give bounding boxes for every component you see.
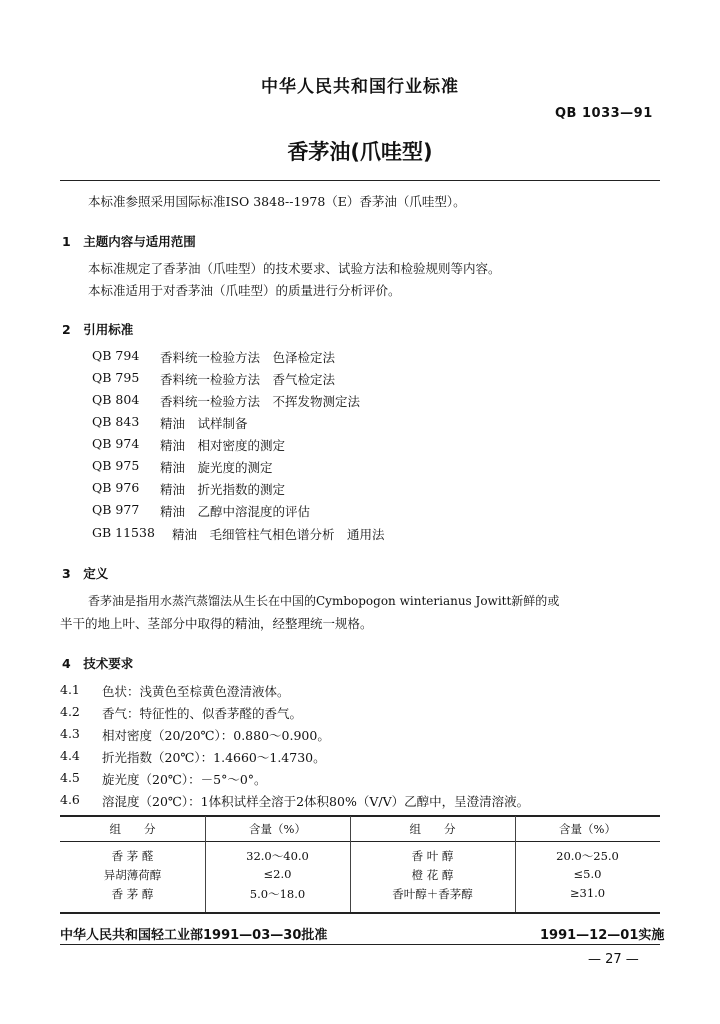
table-top-rule xyxy=(60,815,660,817)
effective-date: 1991—12—01实施 xyxy=(540,928,665,943)
requirement-num: 4.5 xyxy=(60,770,80,785)
requirement-num: 4.2 xyxy=(60,704,80,719)
section-3-heading: 3 定义 xyxy=(62,566,109,581)
table-cell: 橙 花 醇 xyxy=(411,868,454,882)
table-bottom-rule xyxy=(60,912,660,914)
requirement-text: 折光指数（20℃）：1.4660～1.4730。 xyxy=(102,750,326,765)
ref-code: QB 804 xyxy=(92,392,140,407)
table-cell: ≤5.0 xyxy=(573,867,602,881)
standard-code: QB 1033—91 xyxy=(555,106,653,121)
requirement-text: 香气：特征性的、似香茅醛的香气。 xyxy=(102,706,303,721)
standard-type-header: 中华人民共和国行业标准 xyxy=(261,77,459,97)
ref-title: 香料统一检验方法 色泽检定法 xyxy=(160,350,336,365)
page-number: — 27 — xyxy=(588,952,639,967)
table-header-cell: 含量（%） xyxy=(249,822,306,836)
ref-title: 精油 折光指数的测定 xyxy=(160,482,286,497)
requirement-text: 相对密度（20/20℃）：0.880～0.900。 xyxy=(102,728,330,743)
ref-title: 香料统一检验方法 不挥发物测定法 xyxy=(160,394,361,409)
section-2-heading: 2 引用标准 xyxy=(62,322,134,337)
ref-title: 香料统一检验方法 香气检定法 xyxy=(160,372,336,387)
table-cell: 20.0～25.0 xyxy=(556,849,619,863)
table-header-cell: 组 分 xyxy=(409,822,456,836)
ref-code: QB 843 xyxy=(92,414,140,429)
table-cell: 香 茅 醇 xyxy=(111,887,154,901)
ref-code: QB 795 xyxy=(92,370,140,385)
ref-title: 精油 试样制备 xyxy=(160,416,248,431)
table-cell: 32.0～40.0 xyxy=(246,849,309,863)
ref-code: GB 11538 xyxy=(92,525,155,540)
section-1-heading: 1 主题内容与适用范围 xyxy=(62,234,196,249)
section-4-heading: 4 技术要求 xyxy=(62,656,134,671)
document-title: 香茅油(爪哇型) xyxy=(287,140,433,164)
definition-line: 香茅油是指用水蒸汽蒸馏法从生长在中国的Cymbopogon winterianus Jowitt新鲜的或 xyxy=(88,594,560,608)
ref-code: QB 975 xyxy=(92,458,140,473)
table-cell: ≤2.0 xyxy=(263,867,292,881)
requirement-num: 4.4 xyxy=(60,748,80,763)
table-header-cell: 含量（%） xyxy=(559,822,616,836)
ref-code: QB 794 xyxy=(92,348,140,363)
footer-rule xyxy=(60,944,660,945)
table-cell: 5.0～18.0 xyxy=(249,887,306,901)
ref-code: QB 977 xyxy=(92,502,140,517)
section-1-line: 本标准适用于对香茅油（爪哇型）的质量进行分析评价。 xyxy=(88,283,401,298)
table-cell: 香叶醇＋香茅醇 xyxy=(392,887,473,901)
requirement-text: 色状：浅黄色至棕黄色澄清液体。 xyxy=(102,684,290,699)
table-cell: 异胡薄荷醇 xyxy=(103,868,162,882)
requirement-text: 溶混度（20℃）：1体积试样全溶于2体积80%（V/V）乙醇中，呈澄清溶液。 xyxy=(102,794,530,809)
ref-code: QB 976 xyxy=(92,480,140,495)
table-cell: 香 茅 醛 xyxy=(111,849,154,863)
ref-code: QB 974 xyxy=(92,436,140,451)
section-1-line: 本标准规定了香茅油（爪哇型）的技术要求、试验方法和检验规则等内容。 xyxy=(88,261,501,276)
definition-line: 半干的地上叶、茎部分中取得的精油，经整理统一规格。 xyxy=(60,616,373,631)
intro-paragraph: 本标准参照采用国际标准ISO 3848--1978（E）香茅油（爪哇型）。 xyxy=(88,194,466,209)
approval-note: 中华人民共和国轻工业部1991—03—30批准 xyxy=(60,928,328,943)
ref-title: 精油 乙醇中溶混度的评估 xyxy=(160,504,311,519)
ref-title: 精油 毛细管柱气相色谱分析 通用法 xyxy=(172,527,385,542)
requirement-num: 4.6 xyxy=(60,792,80,807)
requirement-num: 4.1 xyxy=(60,682,80,697)
table-header-rule xyxy=(60,841,660,842)
ref-title: 精油 旋光度的测定 xyxy=(160,460,273,475)
table-cell: 香 叶 醇 xyxy=(411,849,454,863)
requirement-num: 4.3 xyxy=(60,726,80,741)
table-header-cell: 组 分 xyxy=(109,822,156,836)
table-cell: ≥31.0 xyxy=(569,886,606,900)
requirement-text: 旋光度（20℃）：－5°～0°。 xyxy=(102,772,267,787)
title-divider xyxy=(60,180,660,181)
ref-title: 精油 相对密度的测定 xyxy=(160,438,286,453)
